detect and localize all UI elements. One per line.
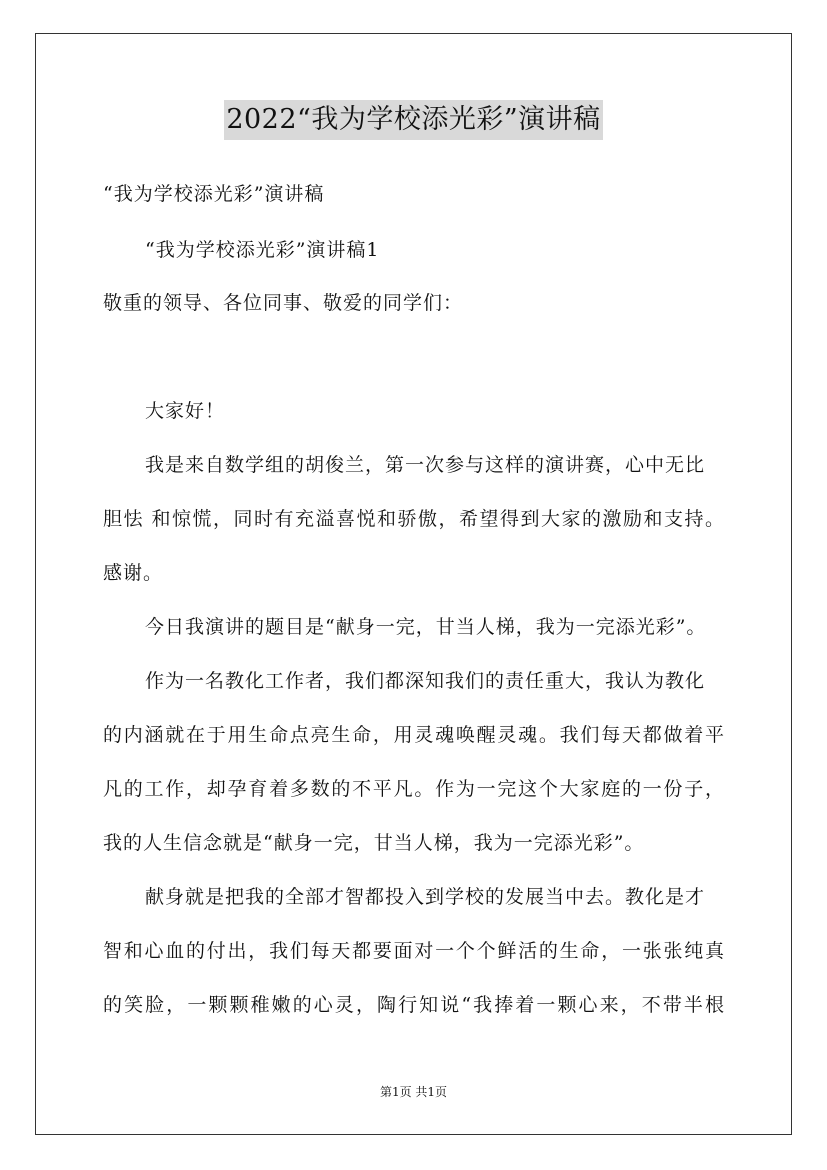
paragraph-line: 我是来自数学组的胡俊兰，第一次参与这样的演讲赛，心中无比: [145, 454, 706, 476]
title-container: [0, 100, 827, 140]
paragraph-line: 胆怯 和惊慌，同时有充溢喜悦和骄傲，希望得到大家的激励和支持。: [103, 508, 725, 530]
salutation: 敬重的领导、各位同事、敬爱的同学们：: [103, 292, 464, 314]
paragraph-line: 作为一名教化工作者，我们都深知我们的责任重大，我认为教化: [145, 670, 706, 692]
paragraph-line: 今日我演讲的题目是“献身一完，甘当人梯，我为一完添光彩”。: [145, 616, 707, 638]
paragraph-line: 我的人生信念就是“献身一完，甘当人梯，我为一完添光彩”。: [103, 832, 645, 854]
document-title: 2022“我为学校添光彩”演讲稿: [224, 100, 602, 140]
section-heading: “我为学校添光彩”演讲稿1: [145, 239, 380, 261]
greeting: 大家好！: [145, 400, 226, 422]
paragraph-line: 的笑脸，一颗颗稚嫩的心灵，陶行知说“我捧着一颗心来，不带半根: [103, 994, 725, 1016]
paragraph-line: 的内涵就在于用生命点亮生命，用灵魂唤醒灵魂。我们每天都做着平: [103, 724, 725, 746]
paragraph-line: 献身就是把我的全部才智都投入到学校的发展当中去。教化是才: [145, 886, 706, 908]
page-footer: 第1页 共1页: [379, 1085, 448, 1099]
paragraph-line: 凡的工作，却孕育着多数的不平凡。作为一完这个大家庭的一份子，: [103, 778, 725, 800]
subtitle: “我为学校添光彩”演讲稿: [103, 183, 325, 205]
paragraph-line: 智和心血的付出，我们每天都要面对一个个鲜活的生命，一张张纯真: [103, 940, 725, 962]
paragraph-line: 感谢。: [103, 562, 164, 584]
